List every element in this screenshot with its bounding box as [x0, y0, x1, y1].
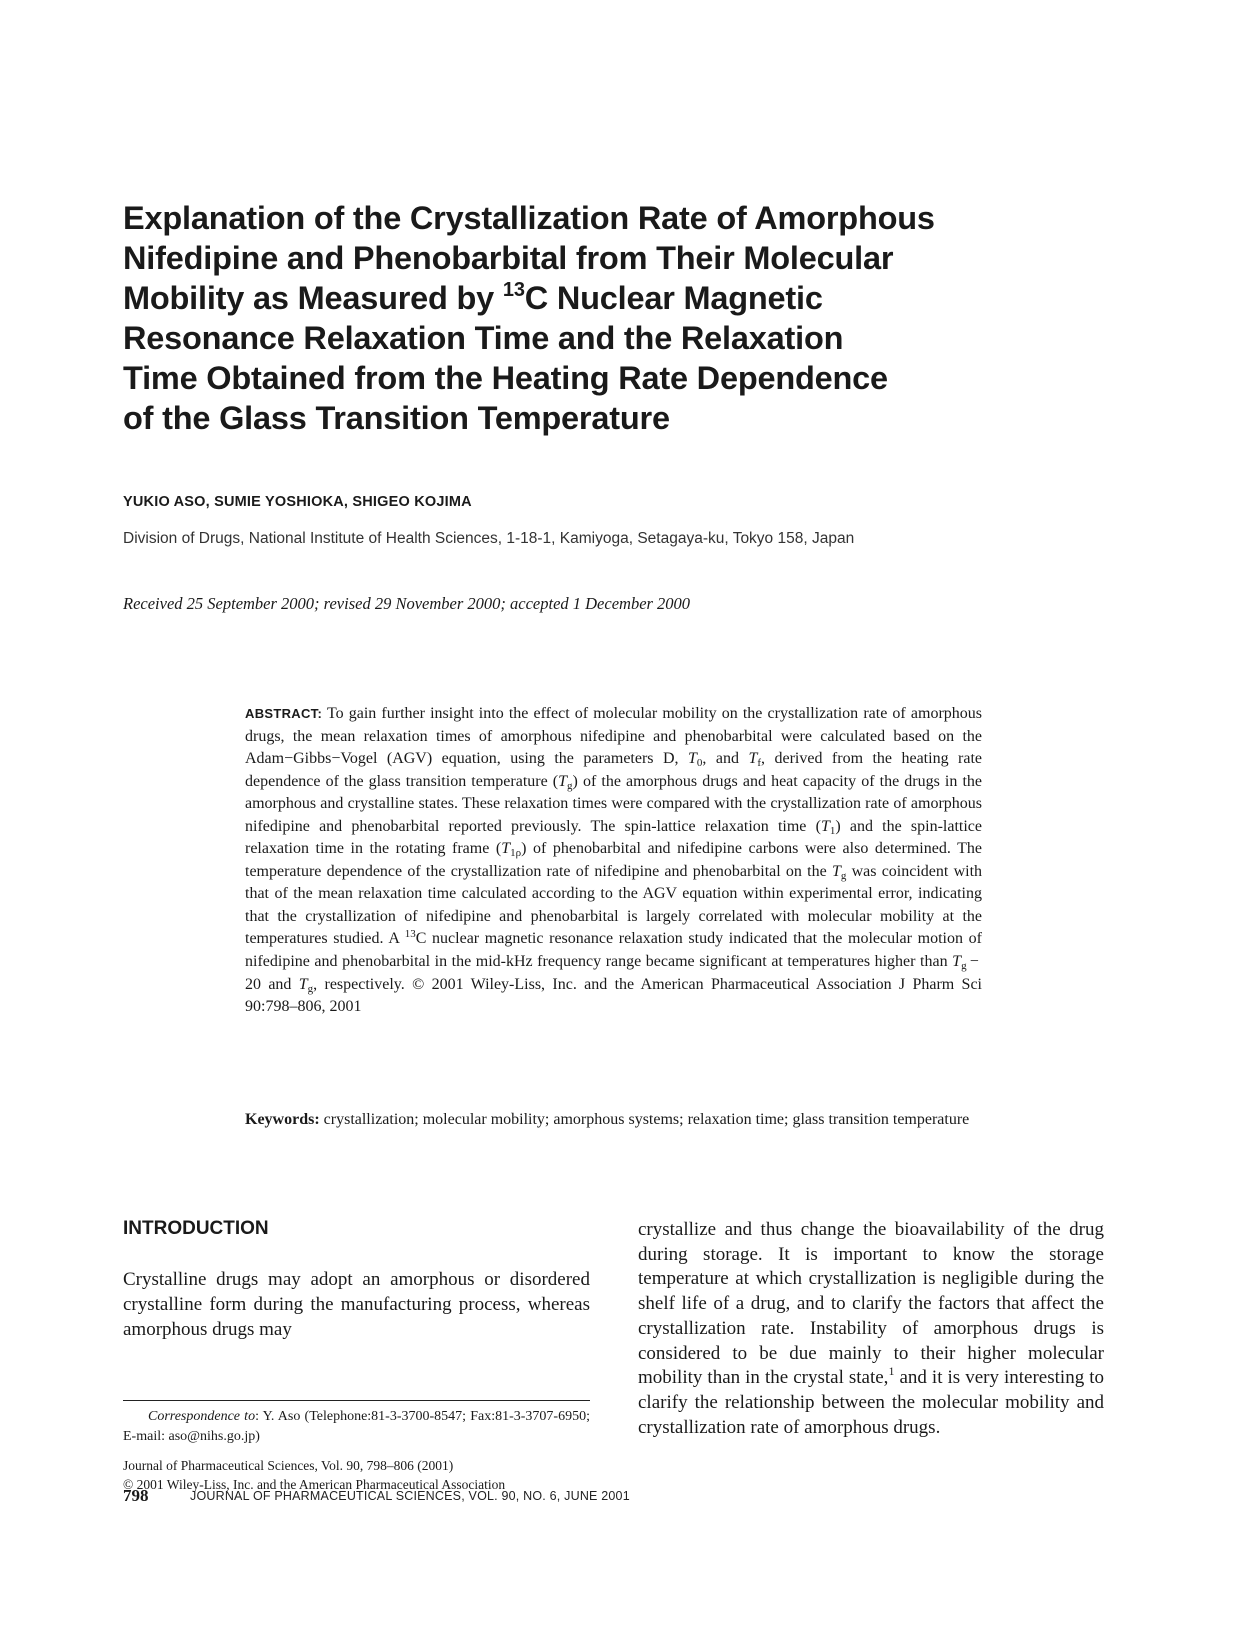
abstract — [245, 703, 982, 1019]
footnote-divider — [123, 1400, 590, 1401]
keywords — [245, 1109, 982, 1132]
subscript: g — [567, 779, 573, 792]
reference-marker: 1 — [888, 1364, 895, 1379]
abstract-text: , and — [702, 750, 749, 768]
section-heading: INTRODUCTION — [123, 1218, 269, 1239]
intro-paragraph-left: Crystalline drugs may adopt an amorphous or disordered crystalline form during the manufacturing process, whereas amorphous drugs may — [123, 1269, 590, 1340]
correspondence-text: : Y. Aso (Telephone:81-3-3700-8547; Fax:81-3-3707-6950; E-mail: aso@nihs.go.jp) — [123, 1409, 590, 1444]
symbol-t: T — [501, 840, 511, 858]
abstract-text: ) of the amorphous drugs and heat capacity of the drugs in the amorphous and crystalline states. These relaxation times were compared with the crystallization rate of amorphous nifedipine and phenobarbital reported previously. The spin-lattice relaxation time ( — [245, 772, 983, 835]
running-footer: JOURNAL OF PHARMACEUTICAL SCIENCES, VOL. 90, NO. 6, JUNE 2001 — [190, 1489, 630, 1503]
symbol-t: T — [820, 817, 830, 835]
abstract-text: , respectively. © 2001 Wiley-Liss, Inc. and the American Pharmaceutical Association J Pharm Sci 90:798–806, 2001 — [245, 975, 983, 1016]
symbol-t: T — [688, 750, 697, 768]
journal-line: Journal of Pharmaceutical Sciences, Vol. 90, 798–806 (2001) — [123, 1458, 454, 1473]
symbol-t: T — [298, 975, 308, 993]
title-line: Nifedipine and Phenobarbital from Their Molecular — [123, 240, 894, 276]
title-superscript: 13 — [502, 279, 525, 301]
symbol-t: T — [831, 862, 841, 880]
title-line: Resonance Relaxation Time and the Relaxation — [123, 320, 844, 356]
intro-text: and it is very interesting to clarify the relationship between the molecular mobility and crystallization rate of amorphous drugs. — [638, 1367, 1104, 1438]
abstract-text: − 20 and — [245, 953, 982, 993]
title-line: Explanation of the Crystallization Rate of Amorphous — [123, 200, 935, 236]
title-line: C Nuclear Magnetic — [524, 280, 823, 316]
abstract-text: To gain further insight into the effect of molecular mobility on the crystallization rate of amorphous drugs, the mean relaxation times of amorphous nifedipine and phenobarbital were calculated based on the Adam−Gibbs−Vogel (AGV) equation, using the parameters D, — [245, 705, 982, 768]
subscript: 0 — [696, 757, 703, 770]
abstract-text: ) of phenobarbital and nifedipine carbons were also determined. The temperature dependence of the crystallization rate of nifedipine and phenobarbital on the — [245, 840, 983, 880]
superscript: 13 — [404, 928, 416, 941]
title-line: Mobility as Measured by — [123, 280, 503, 316]
abstract-text: was coincident with that of the mean relaxation time calculated according to the AGV equation within experimental error, indicating that the crystallization of nifedipine and phenobarbital is largely correlated with molecular mobility at the temperatures studied. A — [245, 862, 983, 948]
abstract-label: ABSTRACT: — [245, 706, 323, 721]
keywords-text: crystallization; molecular mobility; amorphous systems; relaxation time; glass transition temperature — [319, 1111, 970, 1128]
abstract-text: C nuclear magnetic resonance relaxation study indicated that the molecular motion of nifedipine and phenobarbital in the mid-kHz frequency range became significant at temperatures higher than — [245, 930, 982, 971]
intro-paragraph-right — [638, 1218, 1104, 1440]
received-dates: Received 25 September 2000; revised 29 November 2000; accepted 1 December 2000 — [123, 594, 691, 613]
author-list: YUKIO ASO, SUMIE YOSHIOKA, SHIGEO KOJIMA — [123, 494, 472, 510]
intro-text: crystallize and thus change the bioavailability of the drug during storage. It is important to know the storage temperature at which crystallization is negligible during the shelf life of a drug, and to clarify the factors that affect the crystallization rate. Instability of amorphous drugs is considered to be due mainly to their higher molecular mobility than in the crystal state, — [638, 1219, 1104, 1389]
copyright-line: © 2001 Wiley-Liss, Inc. and the American Pharmaceutical Association — [123, 1476, 506, 1492]
symbol-t: T — [748, 750, 758, 768]
title-line: Time Obtained from the Heating Rate Dependence — [123, 360, 888, 396]
subscript: g — [961, 960, 967, 973]
correspondence-note — [123, 1407, 590, 1447]
abstract-text: ) and the spin-lattice relaxation time in the rotating frame ( — [245, 817, 983, 858]
article-title — [123, 198, 1003, 438]
symbol-t: T — [558, 772, 568, 790]
subscript: 1 — [829, 824, 836, 837]
symbol-t: T — [952, 953, 962, 971]
correspondence-label: Correspondence to — [148, 1409, 256, 1424]
subscript: 1ρ — [510, 847, 522, 860]
subscript: g — [307, 982, 314, 995]
abstract-text: , derived from the heating rate dependence of the glass transition temperature ( — [245, 750, 983, 790]
affiliation: Division of Drugs, National Institute of Health Sciences, 1-18-1, Kamiyoga, Setagaya-ku, Tokyo 158, Japan — [123, 530, 855, 547]
keywords-label: Keywords: — [245, 1111, 320, 1128]
subscript: f — [757, 757, 762, 770]
page-number: 798 — [123, 1486, 149, 1505]
title-line: of the Glass Transition Temperature — [123, 400, 670, 436]
subscript: g — [840, 869, 847, 882]
